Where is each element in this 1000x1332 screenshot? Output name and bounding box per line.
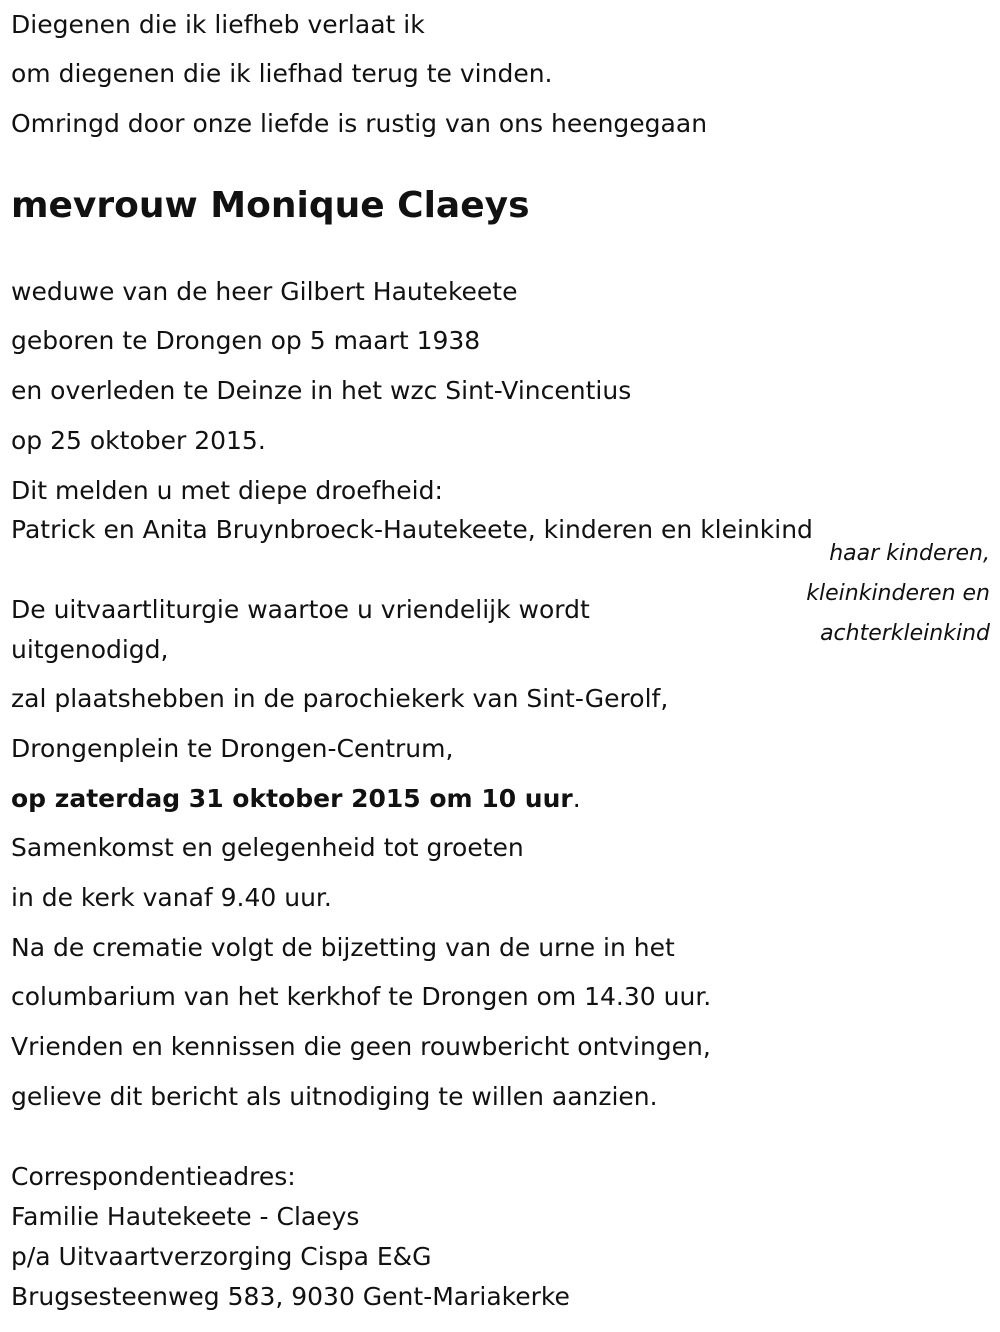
liturgy-date-suffix: . — [572, 784, 581, 813]
liturgy-line-1: De uitvaartliturgie waartoe u vriendelijk wordt — [11, 595, 590, 624]
side-note-line-1: haar kinderen, — [829, 541, 990, 566]
correspondence-heading: Correspondentieadres: — [11, 1162, 296, 1191]
correspondence-undertaker: p/a Uitvaartverzorging Cispa E&G — [11, 1242, 432, 1271]
widow-line: weduwe van de heer Gilbert Hautekeete — [11, 277, 518, 306]
birth-line: geboren te Drongen op 5 maart 1938 — [11, 326, 481, 355]
friends-line-2: gelieve dit bericht als uitnodiging te willen aanzien. — [11, 1082, 658, 1111]
liturgy-date-line — [11, 784, 581, 814]
side-note-line-3: achterkleinkind — [820, 621, 990, 646]
liturgy-line-2: uitgenodigd, — [11, 635, 169, 664]
poem-line-1: Diegenen die ik liefheb verlaat ik — [11, 10, 425, 39]
gathering-line-2: in de kerk vanaf 9.40 uur. — [11, 883, 332, 912]
correspondence-family: Familie Hautekeete - Claeys — [11, 1202, 360, 1231]
urn-line-1: Na de crematie volgt de bijzetting van de urne in het — [11, 933, 675, 962]
poem-line-2: om diegenen die ik liefhad terug te vinden. — [11, 59, 553, 88]
deceased-name: mevrouw Monique Claeys — [11, 185, 530, 226]
liturgy-date: op zaterdag 31 oktober 2015 om 10 uur — [11, 784, 573, 813]
side-note-line-2: kleinkinderen en — [806, 581, 990, 606]
liturgy-line-3: zal plaatshebben in de parochiekerk van Sint-Gerolf, — [11, 684, 669, 713]
liturgy-line-4: Drongenplein te Drongen-Centrum, — [11, 734, 454, 763]
friends-line-1: Vrienden en kennissen die geen rouwbericht ontvingen, — [11, 1032, 711, 1061]
correspondence-address: Brugsesteenweg 583, 9030 Gent-Mariakerke — [11, 1282, 570, 1311]
death-date-line: op 25 oktober 2015. — [11, 426, 266, 455]
announce-intro: Dit melden u met diepe droefheid: — [11, 476, 443, 505]
announce-family: Patrick en Anita Bruynbroeck-Hautekeete, kinderen en kleinkind — [11, 515, 813, 544]
death-line: en overleden te Deinze in het wzc Sint-Vincentius — [11, 376, 632, 405]
poem-line-3: Omringd door onze liefde is rustig van ons heengegaan — [11, 109, 708, 138]
urn-line-2: columbarium van het kerkhof te Drongen om 14.30 uur. — [11, 982, 712, 1011]
gathering-line-1: Samenkomst en gelegenheid tot groeten — [11, 833, 524, 862]
